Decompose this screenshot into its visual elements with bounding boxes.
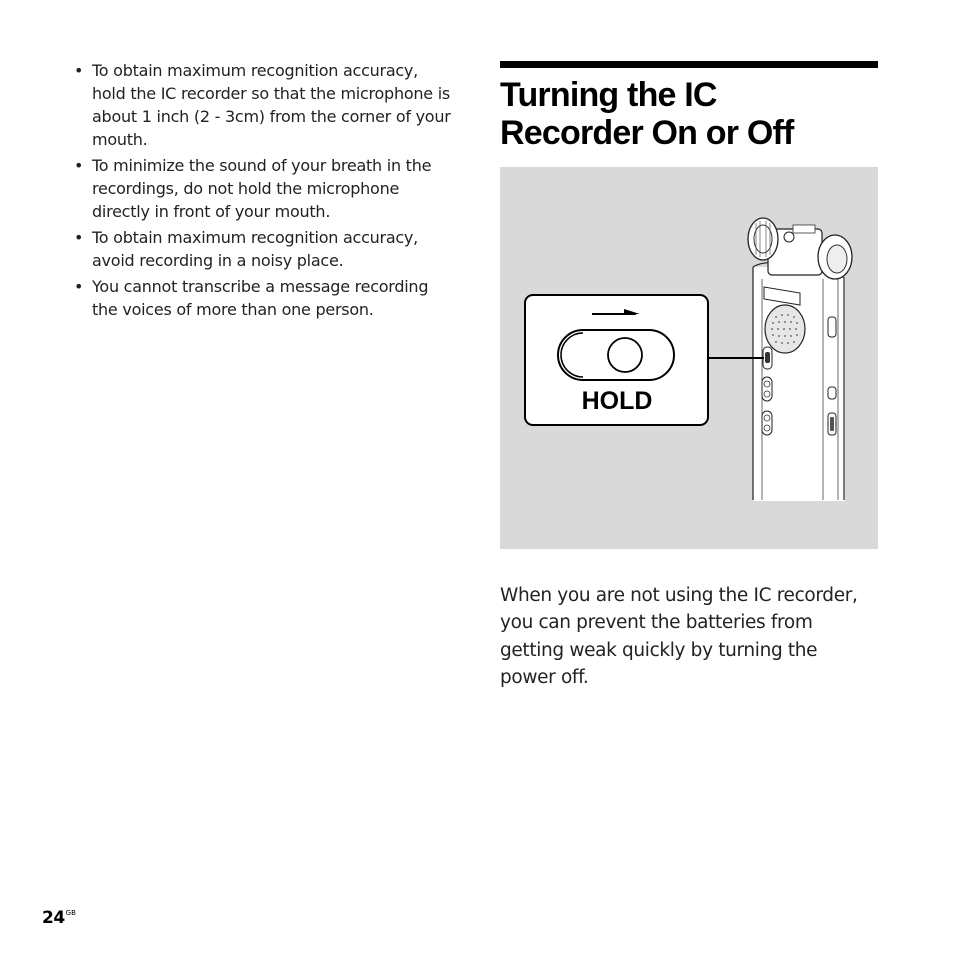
section-header (500, 61, 878, 152)
switch-knob (608, 338, 642, 372)
bullet-icon: • (74, 277, 84, 296)
note-text: To obtain maximum recognition accuracy, hold the IC recorder so that the microphone is about 1 inch (2 - 3cm) from the corner of your mouth. (92, 61, 451, 149)
bullet-icon: • (74, 156, 84, 175)
page-number-value: 24 (42, 908, 65, 928)
bullet-icon: • (74, 61, 84, 80)
hold-label: HOLD (581, 387, 653, 415)
hold-switch-callout (525, 295, 708, 425)
note-text: You cannot transcribe a message recording the voices of more than one person. (92, 277, 429, 319)
notes-list (74, 59, 452, 321)
recorder-drawing (500, 167, 878, 549)
power-off-description: When you are not using the IC recorder, you can prevent the batteries from getting weak quickly by turning the power off. (500, 584, 858, 688)
note-item (74, 275, 452, 321)
note-text: To minimize the sound of your breath in the recordings, do not hold the microphone directly in front of your mouth. (92, 156, 432, 221)
section-title-line1: Turning the IC (500, 76, 717, 114)
notes-column (74, 59, 452, 324)
section-title-line2: Recorder On or Off (500, 114, 794, 152)
hold-switch-illustration (500, 167, 878, 549)
section-title (500, 76, 878, 152)
page-number (42, 908, 76, 928)
note-item (74, 226, 452, 272)
ic-recorder-icon (748, 218, 852, 501)
note-text: To obtain maximum recognition accuracy, avoid recording in a noisy place. (92, 228, 418, 270)
bullet-icon: • (74, 228, 84, 247)
note-item (74, 59, 452, 151)
region-code: GB (65, 909, 76, 917)
note-item (74, 154, 452, 223)
section-rule (500, 61, 878, 68)
